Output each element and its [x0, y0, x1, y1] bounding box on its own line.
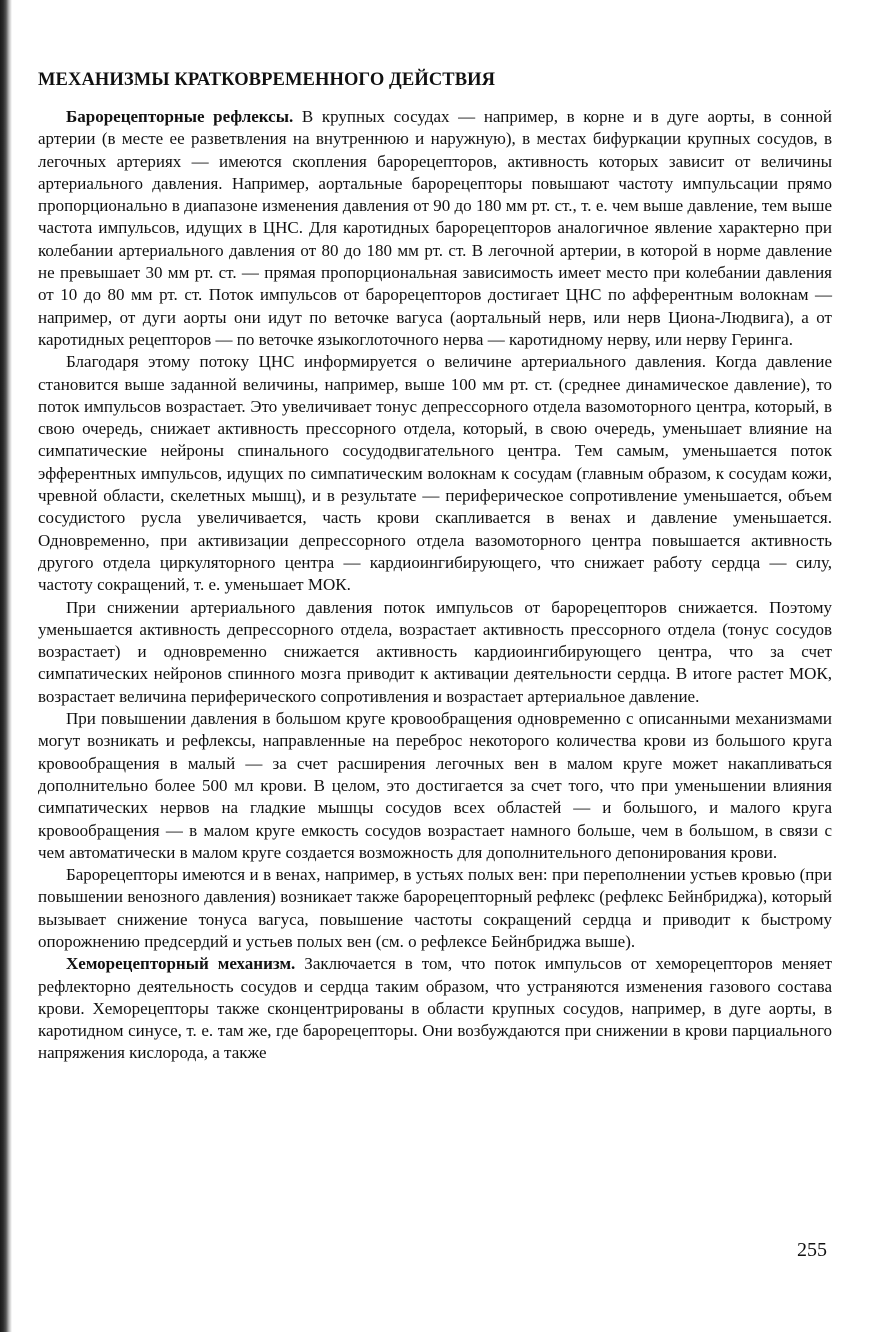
page-body [38, 68, 832, 1065]
paragraph-text: При снижении артериального давления поток импульсов от барорецепторов снижается. Поэтому уменьшается активность депрессорного отдела, возрастает активность прессорного отдела (тонус сосудов возрастает) и одновременно снижается активность кардиоингибирующего центра, что за счет симпатических нейронов спинного мозга приводит к активации деятельности сердца. В итоге растет МОК, возрастает величина периферического сопротивления и возрастает артериальное давление. [38, 597, 832, 706]
paragraph-baroreceptor-reflexes [38, 106, 832, 351]
paragraph-venous-baroreceptors [38, 864, 832, 953]
paragraph-lead: Барорецепторные рефлексы. [66, 107, 294, 126]
paragraph-pressure-increase [38, 708, 832, 864]
page-number: 255 [797, 1239, 827, 1261]
paragraph-text: При повышении давления в большом круге кровообращения одновременно с описанными механизмами могут возникать и рефлексы, направленные на переброс некоторого количества крови из большого круга кровообращения в малый — за счет расширения легочных вен в малом круге может накапливаться дополнительно более 500 мл крови. В целом, это достигается за счет того, что при уменьшении влияния симпатических нервов на гладкие мышцы сосудов всех областей — и большого, и малого круга кровообращения — в малом круге емкость сосудов возрастает намного больше, чем в большом, в связи с чем автоматически в малом круге создается возможность для дополнительного депонирования крови. [38, 709, 832, 862]
paragraph-cns-informed [38, 351, 832, 596]
paragraph-text: Заключается в том, что поток импульсов от хеморецепторов меняет рефлекторно деятельность сосудов и сердца таким образом, что устраняются изменения газового состава крови. Хеморецепторы также сконцентрированы в области крупных сосудов, например, в дуге аорты, в каротидном синусе, т. е. там же, где барорецепторы. Они возбуждаются при снижении в крови парциального напряжения кислорода, а также [38, 954, 832, 1063]
paragraph-pressure-decrease [38, 597, 832, 708]
paragraph-text: Благодаря этому потоку ЦНС информируется о величине артериального давления. Когда давление становится выше заданной величины, например, выше 100 мм рт. ст. (среднее динамическое давление), то поток импульсов возрастает. Это увеличивает тонус депрессорного отдела вазомоторного центра, который, в свою очередь, снижает активность прессорного отдела, который, в свою очередь, уменьшает влияние на симпатические нейроны спинального сосудодвигательного центра. Тем самым, уменьшается поток эфферентных импульсов, идущих по симпатическим волокнам к сосудам (главным образом, к сосудам кожи, чревной области, скелетных мышц), и в результате — периферическое сопротивление уменьшается, объем сосудистого русла увеличивается, часть крови скапливается в венах и давление уменьшается. Одновременно, при активизации депрессорного отдела вазомоторного центра повышается активность другого отдела циркуляторного центра — кардиоингибирующего, что снижает работу сердца — силу, частоту сокращений, т. е. уменьшает МОК. [38, 352, 832, 595]
paragraph-chemoreceptor-mechanism [38, 953, 832, 1064]
scan-edge-shadow [0, 0, 12, 1332]
section-heading: МЕХАНИЗМЫ КРАТКОВРЕМЕННОГО ДЕЙСТВИЯ [38, 70, 496, 90]
paragraph-lead: Хеморецепторный механизм. [66, 954, 296, 974]
paragraph-text: Барорецепторы имеются и в венах, например, в устьях полых вен: при переполнении устьев кровью (при повышении венозного давления) возникает также барорецепторный рефлекс (рефлекс Бейнбриджа), который вызывает снижение тонуса вагуса, повышение частоты сокращений сердца и приводит к быстрому опорожнению предсердий и устьев полых вен (см. о рефлексе Бейнбриджа выше). [38, 865, 832, 951]
paragraph-text: В крупных сосудах — например, в корне и в дуге аорты, в сонной артерии (в месте ее разветвления на внутреннюю и наружную), в местах бифуркации крупных сосудов, в легочных артериях — имеются скопления барорецепторов, активность которых зависит от величины артериального давления. Например, аортальные барорецепторы повышают частоту импульсации прямо пропорционально в диапазоне изменения давления от 90 до 180 мм рт. ст., т. е. чем выше давление, тем выше частота импульсов, идущих в ЦНС. Для каротидных барорецепторов аналогичное явление характерно при колебании артериального давления от 80 до 180 мм рт. ст. В легочной артерии, в которой в норме давление не превышает 30 мм рт. ст. — прямая пропорциональная зависимость имеет место при колебании давления от 10 до 80 мм рт. ст. Поток импульсов от барорецепторов достигает ЦНС по афферентным волокнам — например, от дуги аорты они идут по веточке вагуса (аортальный нерв, или нерв Циона-Людвига), а от каротидных рецепторов — по веточке языкоглоточного нерва — каротидному нерву, или нерву Геринга. [38, 107, 832, 349]
